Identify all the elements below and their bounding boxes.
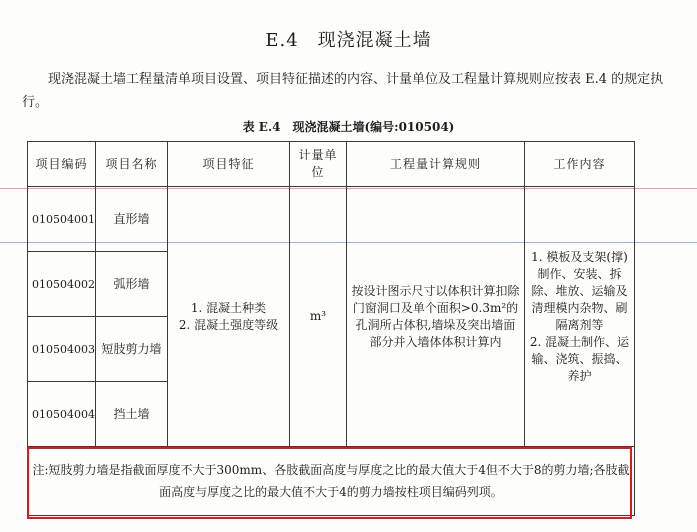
work-item: 2. 混凝土制作、运输、浇筑、振捣、养护 [529, 334, 630, 383]
item-code: 010504002 [28, 252, 96, 317]
calc-rule-cell: 按设计图示尺寸以体积计算扣除门窗洞口及单个面积>0.3m²的孔洞所占体积,墙垛及突出墙面部分并入墙体体积计算内 [347, 187, 525, 447]
item-code: 010504001 [28, 187, 96, 252]
unit-cell: m³ [290, 187, 347, 447]
header-calc-rule: 工程量计算规则 [347, 142, 525, 187]
item-name: 弧形墙 [96, 252, 168, 317]
header-feature: 项目特征 [168, 142, 290, 187]
table-header-row [28, 142, 635, 187]
feature-item: 2. 混凝土强度等级 [178, 317, 279, 332]
header-unit: 计量单位 [290, 142, 347, 187]
table-note: 注:短肢剪力墙是指截面厚度不大于300mm、各肢截面高度与厚度之比的最大值大于4但不大于8的剪力墙;各肢截面高度与厚度之比的最大值不大于4的剪力墙按柱项目编码列项。 [28, 447, 635, 516]
feature-cell [168, 187, 290, 447]
highlight-box [27, 447, 632, 519]
work-item: 1. 模板及支架(撑)制作、安装、拆除、堆放、运输及清理模内杂物、刷隔离剂等 [531, 249, 628, 332]
item-name: 直形墙 [96, 187, 168, 252]
intro-paragraph: 现浇混凝土墙工程量清单项目设置、项目特征描述的内容、计量单位及工程量计算规则应按表 E.4 的规定执行。 [22, 72, 664, 110]
table-caption: 表 E.4 现浇混凝土墙(编号:010504) [242, 120, 455, 134]
feature-item: 1. 混凝土种类 [190, 300, 267, 315]
item-code: 010504003 [28, 317, 96, 382]
item-name: 短肢剪力墙 [96, 317, 168, 382]
item-code: 010504004 [28, 382, 96, 447]
header-code: 项目编码 [28, 142, 96, 187]
item-name: 挡土墙 [96, 382, 168, 447]
work-content-cell [525, 187, 635, 447]
section-title: E.4 现浇混凝土墙 [265, 30, 432, 51]
header-work-content: 工作内容 [525, 142, 635, 187]
table-row [28, 187, 635, 252]
header-name: 项目名称 [96, 142, 168, 187]
